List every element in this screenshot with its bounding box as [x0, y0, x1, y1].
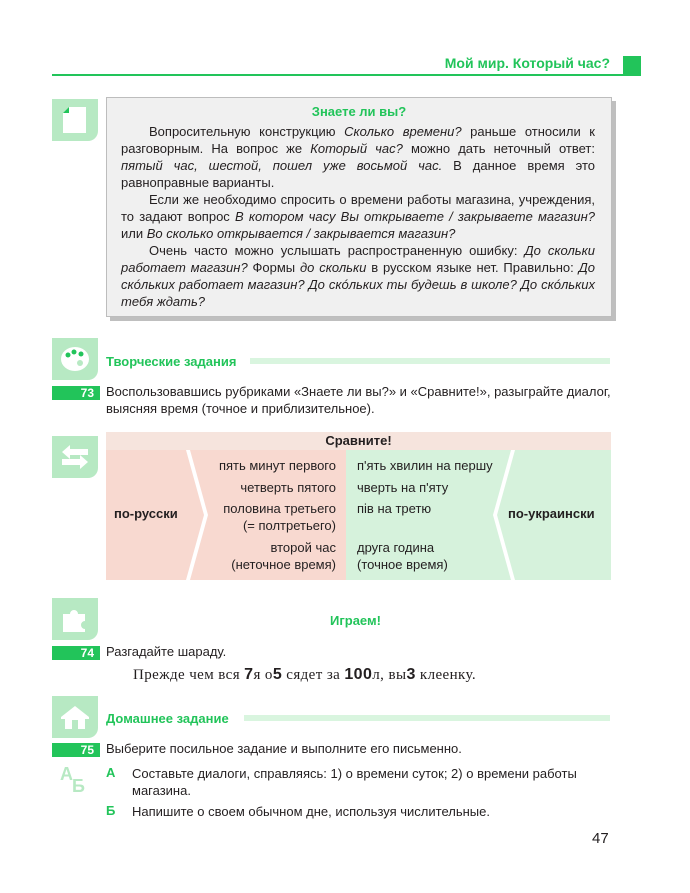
exchange-arrows-icon	[52, 436, 98, 478]
palette-icon	[52, 338, 98, 380]
running-header: Мой мир. Который час?	[444, 55, 610, 71]
homework-option-b-text: Напишите о своем обычном дне, используя числительные.	[132, 804, 490, 819]
creative-title: Творческие задания	[106, 354, 237, 369]
homework-option-b-label: Б	[106, 803, 116, 818]
play-title: Играем!	[330, 613, 381, 628]
did-you-know-text	[107, 119, 611, 310]
compare-ru-row-4: второй час (неточное время)	[231, 540, 336, 572]
did-you-know-box	[106, 97, 612, 317]
compare-ua-row-3: пів на третю	[357, 501, 432, 516]
know-paragraph-3: Очень часто можно услышать распространенную ошибку: До скольки работает магазин? Формы до скольки в русском языке нет. Правильно: До скóльких работает магазин? До скóльких ты будешь в школе? До скóльких тебя ждать?	[121, 243, 595, 309]
page-number: 47	[592, 830, 609, 847]
compare-ru-row-1: пять минут первого	[218, 458, 336, 473]
homework-option-a-text: Составьте диалоги, справляясь: 1) о времени суток; 2) о времени работы магазина.	[132, 766, 577, 798]
know-paragraph-1: Вопросительную конструкцию Сколько времени? раньше относили к разговорным. На вопрос же Который час? можно дать неточный ответ: пятый час, шестой, пошел уже восьмой час. В данное время это равноправные варианты.	[121, 124, 596, 190]
know-paragraph-2: Если же необходимо спросить о времени работы магазина, учреждения, то задают вопрос В котором часу Вы открываете / закрываете магазин? или Во сколько открывается / закрывается магазин?	[121, 192, 595, 241]
task-73-text: Воспользовавшись рубриками «Знаете ли вы?» и «Сравните!», разыграйте диалог, выясняя время (точное и приблизительное).	[106, 384, 611, 416]
task-number-74: 74	[52, 646, 100, 660]
compare-right-label: по-украински	[508, 506, 595, 521]
compare-ua-row-2: чверть на п'яту	[357, 480, 449, 495]
header-rule	[52, 74, 641, 76]
riddle-text: Прежде чем вся 7я о5 сядет за 100л, вы3 клеенку.	[133, 666, 477, 683]
house-icon	[52, 696, 98, 738]
task-74-text: Разгадайте шараду.	[106, 644, 227, 659]
compare-ua-row-4: друга година (точное время)	[357, 540, 448, 572]
compare-left-label: по-русски	[114, 506, 178, 521]
header-marker	[623, 56, 641, 74]
homework-title: Домашнее задание	[106, 711, 229, 726]
document-icon	[52, 99, 98, 141]
task-number-75: 75	[52, 743, 100, 757]
did-you-know-title: Знаете ли вы?	[311, 104, 407, 119]
svg-text:Б: Б	[72, 776, 85, 794]
compare-ru-row-3: половина третьего (= полтретьего)	[223, 501, 336, 533]
svg-text:А: А	[60, 764, 73, 784]
compare-ua-row-1: п'ять хвилин на першу	[357, 458, 493, 473]
puzzle-icon	[52, 598, 98, 640]
homework-option-a-label: А	[106, 765, 116, 780]
homework-rule	[244, 715, 610, 721]
task-75-text: Выберите посильное задание и выполните его письменно.	[106, 741, 462, 756]
creative-rule	[250, 358, 610, 364]
alphabet-icon	[58, 762, 92, 797]
task-number-73: 73	[52, 386, 100, 400]
compare-title: Сравните!	[106, 432, 611, 450]
compare-ru-row-2: четверть пятого	[240, 480, 336, 495]
